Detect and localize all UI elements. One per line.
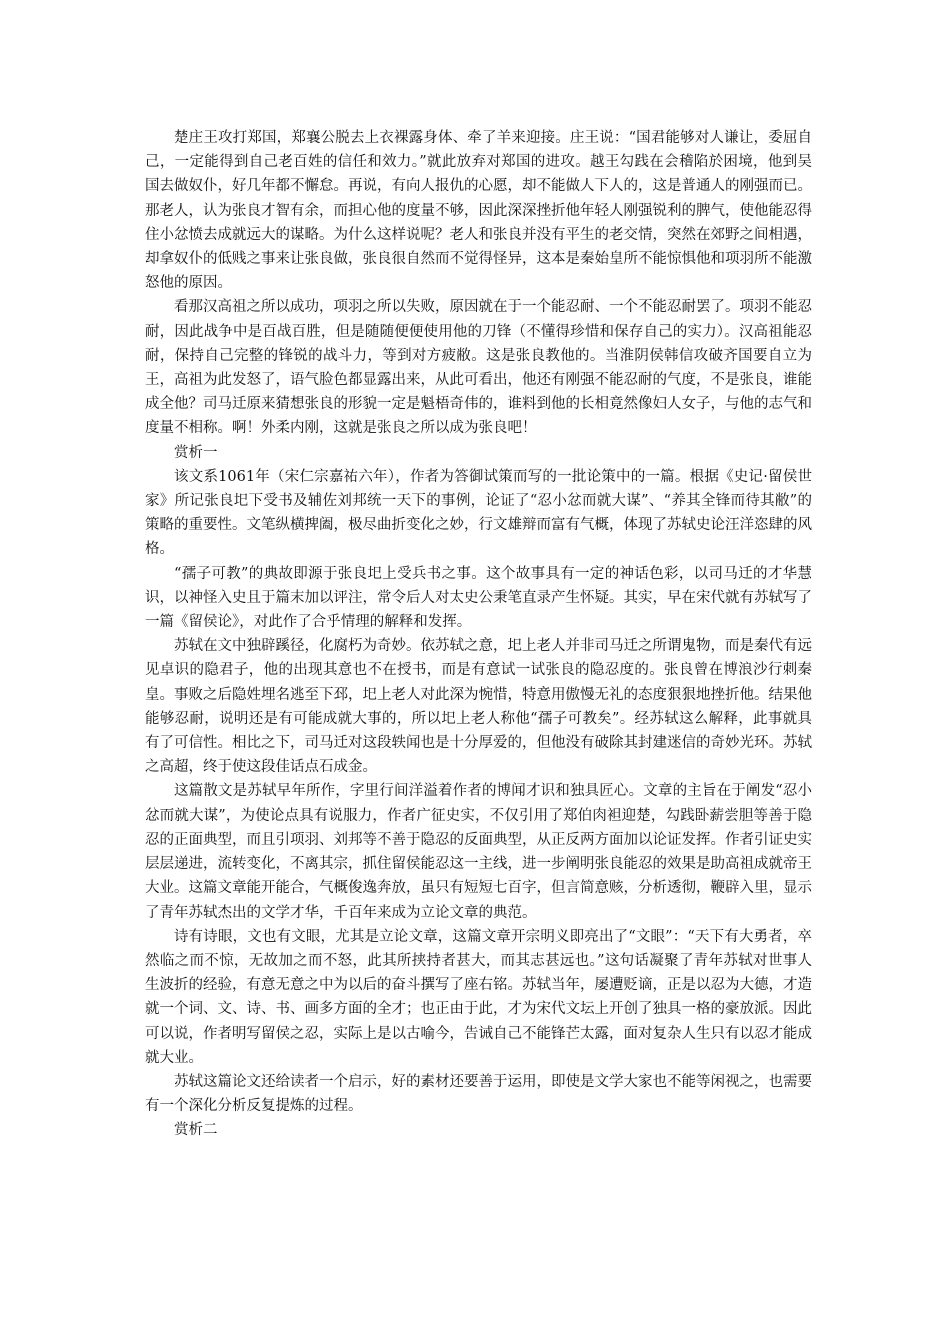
section-heading-appreciation-two: 赏析二 [174,1122,218,1139]
document-page [145,126,812,1143]
paragraph-chuzhuangwang: 楚庄王攻打郑国，郑襄公脱去上衣裸露身体、牵了羊来迎接。庄王说：“国君能够对人谦让，委屈自己，一定能得到自己老百姓的信任和效力。”就此放弃对郑国的进攻。越王勾践在会稽陷於困境，他到吴国去做奴仆，好几年都不懈怠。再说，有向人报仇的心愿，却不能做人下人的，这是普通人的刚强而已。那老人，认为张良才智有余，而担心他的度量不够，因此深深挫折他年轻人刚强锐利的脾气，使他能忍得住小忿愤去成就远大的谋略。为什么这样说呢？老人和张良并没有平生的老交情，突然在郊野之间相遇，却拿奴仆的低贱之事来让张良做，张良很自然而不觉得怪异，这本是秦始皇所不能惊惧他和项羽所不能激怒他的原因。 [145,130,812,292]
paragraph-sushi-interpretation: 苏轼在文中独辟蹊径，化腐朽为奇妙。依苏轼之意，圯上老人并非司马迁之所谓鬼物，而是秦代有远见卓识的隐君子，他的出现其意也不在授书，而是有意试一试张良的隐忍度的。张良曾在博浪沙行刺秦皇。事败之后隐姓埋名逃至下邳，圯上老人对此深为惋惜，特意用傲慢无礼的态度狠狠地挫折他。结果他能够忍耐，说明还是有可能成就大事的，所以圯上老人称他“孺子可教矣”。经苏轼这么解释，此事就具有了可信性。相比之下，司马迁对这段轶闻也是十分厚爱的，但他没有破除其封建迷信的奇妙光环。苏轼之高超，终于使这段佳话点石成金。 [145,638,812,776]
paragraph-background: 该文系1061年（宋仁宗嘉祐六年），作者为答御试策而写的一批论策中的一篇。根据《史记·留侯世家》所记张良圯下受书及辅佐刘邦统一天下的事例，论证了“忍小忿而就大谋”、“养其全锋而待其敝”的策略的重要性。文笔纵横捭阖，极尽曲折变化之妙，行文雄辩而富有气概，体现了苏轼史论汪洋恣肆的风格。 [145,468,812,558]
paragraph-han-gaozu: 看那汉高祖之所以成功，项羽之所以失败，原因就在于一个能忍耐、一个不能忍耐罢了。项羽不能忍耐，因此战争中是百战百胜，但是随随便便使用他的刀锋（不懂得珍惜和保存自己的实力）。汉高祖能忍耐，保持自己完整的锋锐的战斗力，等到对方疲敝。这是张良教他的。当淮阴侯韩信攻破齐国要自立为王，高祖为此发怒了，语气脸色都显露出来，从此可看出，他还有刚强不能忍耐的气度，不是张良，谁能成全他？司马迁原来猜想张良的形貌一定是魁梧奇伟的，谁料到他的长相竟然像妇人女子，与他的志气和度量不相称。啊！外柔内刚，这就是张良之所以成为张良吧！ [145,299,812,437]
section-heading-appreciation-one: 赏析一 [174,444,218,461]
paragraph-wenyan: 诗有诗眼，文也有文眼，尤其是立论文章，这篇文章开宗明义即亮出了“文眼”：“天下有大勇者，卒然临之而不惊，无故加之而不怒，此其所挟持者甚大，而其志甚远也。”这句话凝聚了青年苏轼对世事人生波折的经验，有意无意之中为以后的奋斗撰写了座右铭。苏轼当年，屡遭贬谪，正是以忍为大德，才造就一个词、文、诗、书、画多方面的全才；也正由于此，才为宋代文坛上开创了独具一格的豪放派。因此可以说，作者明写留侯之忍，实际上是以古喻今，告诫自己不能锋芒太露，面对复杂人生只有以忍才能成就大业。 [145,928,812,1066]
paragraph-ruzi-kejiao: “孺子可教”的典故即源于张良圯上受兵书之事。这个故事具有一定的神话色彩，以司马迁的才华慧识，以神怪入史且于篇末加以评注，常令后人对太史公秉笔直录产生怀疑。其实，早在宋代就有苏轼写了一篇《留侯论》，对此作了合乎情理的解释和发挥。 [145,565,812,631]
paragraph-inspiration: 苏轼这篇论文还给读者一个启示，好的素材还要善于运用，即使是文学大家也不能等闲视之，也需要有一个深化分析反复提炼的过程。 [145,1073,812,1115]
paragraph-early-work: 这篇散文是苏轼早年所作，字里行间洋溢着作者的博闻才识和独具匠心。文章的主旨在于阐发“忍小忿而就大谋”，为使论点具有说服力，作者广征史实，不仅引用了郑伯肉袒迎楚，勾践卧薪尝胆等善于隐忍的正面典型，而且引项羽、刘邦等不善于隐忍的反面典型，从正反两方面加以论证发挥。作者引证史实层层递进，流转变化，不离其宗，抓住留侯能忍这一主线，进一步阐明张良能忍的效果是助高祖成就帝王大业。这篇文章能开能合，气概俊逸奔放，虽只有短短七百字，但言简意赅，分析透彻，鞭辟入里，显示了青年苏轼杰出的文学才华，千百年来成为立论文章的典范。 [145,783,812,921]
